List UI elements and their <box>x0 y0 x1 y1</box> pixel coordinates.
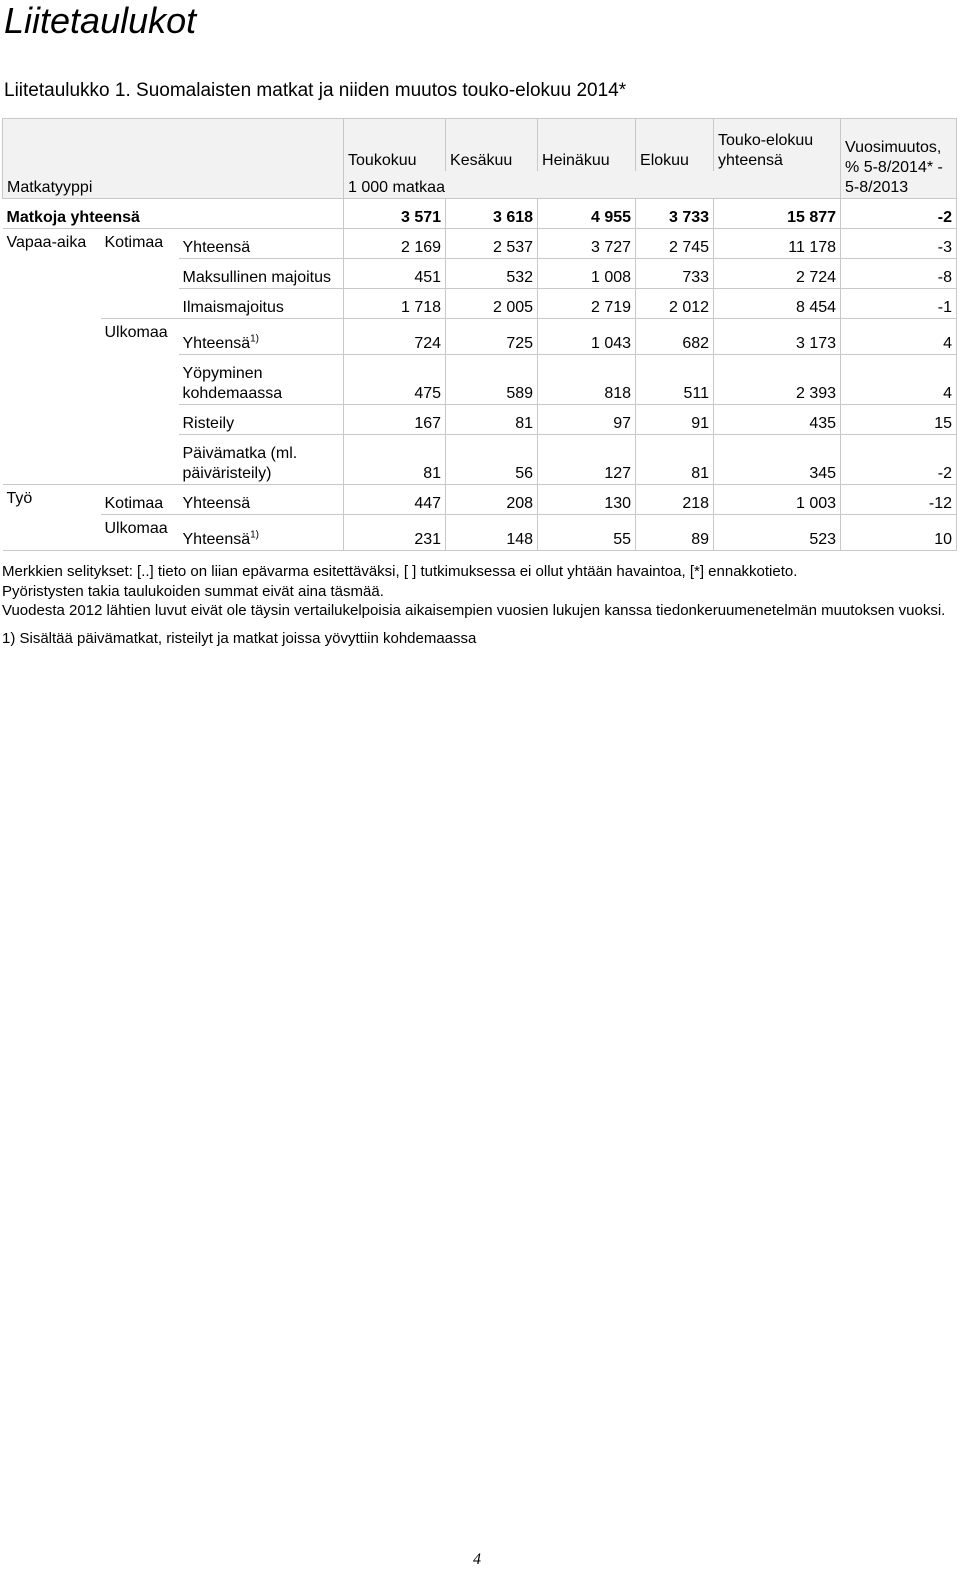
page-number: 4 <box>473 1551 481 1568</box>
row-label-line2: päiväristeily) <box>182 465 272 482</box>
table-cell: 3 173 <box>714 319 841 355</box>
header-row <box>3 119 957 171</box>
table-cell: 725 <box>446 319 538 355</box>
group-label-work: Työ <box>3 485 101 551</box>
table-cell: 523 <box>714 515 841 551</box>
subgroup-label-abroad: Ulkomaa <box>101 319 179 485</box>
table-cell: 1 718 <box>344 289 446 319</box>
row-label: Ilmaismajoitus <box>179 289 344 319</box>
header-month: Elokuu <box>636 119 714 171</box>
header-unit: 1 000 matkaa <box>344 171 841 199</box>
table-cell: -12 <box>841 485 957 515</box>
table-cell: 1 003 <box>714 485 841 515</box>
table-cell: -8 <box>841 259 957 289</box>
row-label-line2: kohdemaassa <box>182 385 283 402</box>
table-cell: 724 <box>344 319 446 355</box>
row-label: Yhteensä <box>179 229 344 259</box>
table-title: Liitetaulukko 1. Suomalaisten matkat ja niiden muutos touko-elokuu 2014* <box>4 80 627 101</box>
table-row <box>3 485 957 515</box>
table-cell: 81 <box>636 435 714 485</box>
table-cell: 218 <box>636 485 714 515</box>
table-cell: 55 <box>538 515 636 551</box>
subgroup-label-domestic: Kotimaa <box>101 229 179 319</box>
table-cell: 11 178 <box>714 229 841 259</box>
table-cell: 208 <box>446 485 538 515</box>
row-label <box>179 355 344 405</box>
note-rounding: Pyöristysten takia taulukoiden summat eivät aina täsmää. <box>2 582 384 600</box>
table-cell: 4 <box>841 319 957 355</box>
row-label-line1: Päivämatka (ml. <box>182 445 298 462</box>
table-cell: 589 <box>446 355 538 405</box>
table-cell: 345 <box>714 435 841 485</box>
note-legend: Merkkien selitykset: [..] tieto on liian epävarma esitettäväksi, [ ] tutkimuksessa ei ollut yhtään havaintoa, [*] ennakkotieto. <box>2 563 798 580</box>
group-label-leisure: Vapaa-aika <box>3 229 101 485</box>
row-label: Yhteensä <box>179 485 344 515</box>
note-comparability: Vuodesta 2012 lähtien luvut eivät ole täysin vertailukelpoisia aikaisempien vuosien lukujen kanssa tiedonkeruumenetelmän muutoksen vuoksi. <box>2 602 946 619</box>
footnote-mark: 1) <box>250 333 260 345</box>
header-change <box>841 119 957 199</box>
table-cell: 733 <box>636 259 714 289</box>
notes <box>2 562 958 648</box>
table-cell: 56 <box>446 435 538 485</box>
table-cell: 1 043 <box>538 319 636 355</box>
table-cell: 130 <box>538 485 636 515</box>
header-change-line3: 5-8/2013 <box>845 179 909 196</box>
table-cell: 89 <box>636 515 714 551</box>
table-cell: 2 005 <box>446 289 538 319</box>
table-cell: 451 <box>344 259 446 289</box>
table-cell: 475 <box>344 355 446 405</box>
table-cell: 2 012 <box>636 289 714 319</box>
row-label <box>179 319 344 355</box>
header-total-line1: Touko-elokuu <box>718 131 814 149</box>
table-row <box>3 515 957 551</box>
header-change-line2: % 5-8/2014* - <box>845 159 943 176</box>
table-cell: 435 <box>714 405 841 435</box>
table-cell: 10 <box>841 515 957 551</box>
row-label <box>179 435 344 485</box>
table-cell: 3 618 <box>446 199 538 229</box>
table-cell: 81 <box>446 405 538 435</box>
page-title: Liitetaulukot <box>4 0 197 41</box>
table-cell: 148 <box>446 515 538 551</box>
header-change-line1: Vuosimuutos, <box>845 139 942 156</box>
table-cell: 2 537 <box>446 229 538 259</box>
subgroup-label-domestic: Kotimaa <box>101 485 179 515</box>
row-label-text: Yhteensä <box>182 531 251 548</box>
footnote-mark: 1) <box>250 529 260 541</box>
table-cell: 2 393 <box>714 355 841 405</box>
table-cell: 682 <box>636 319 714 355</box>
table-cell: 3 727 <box>538 229 636 259</box>
table-row <box>3 229 957 259</box>
table-cell: 4 955 <box>538 199 636 229</box>
row-label-line1: Yöpyminen <box>182 365 263 382</box>
table-cell: 511 <box>636 355 714 405</box>
table-cell: 97 <box>538 405 636 435</box>
table-cell: -3 <box>841 229 957 259</box>
table-cell: 91 <box>636 405 714 435</box>
table-cell: 2 169 <box>344 229 446 259</box>
table-row <box>3 199 957 229</box>
table-cell: 81 <box>344 435 446 485</box>
header-total <box>714 119 841 171</box>
table-cell: 15 877 <box>714 199 841 229</box>
subgroup-label-abroad: Ulkomaa <box>101 515 179 551</box>
table-cell: 15 <box>841 405 957 435</box>
row-label: Risteily <box>179 405 344 435</box>
row-label-text: Yhteensä <box>182 335 251 352</box>
table-cell: -1 <box>841 289 957 319</box>
table-cell: 532 <box>446 259 538 289</box>
header-month: Heinäkuu <box>538 119 636 171</box>
header-month: Kesäkuu <box>446 119 538 171</box>
table-row <box>3 319 957 355</box>
row-label: Maksullinen majoitus <box>179 259 344 289</box>
table-cell: 2 724 <box>714 259 841 289</box>
header-total-line2: yhteensä <box>718 151 783 169</box>
header-type: Matkatyyppi <box>3 119 344 199</box>
row-label: Matkoja yhteensä <box>3 199 344 229</box>
table-cell: 2 745 <box>636 229 714 259</box>
table-cell: -2 <box>841 435 957 485</box>
table-cell: 447 <box>344 485 446 515</box>
table-cell: 818 <box>538 355 636 405</box>
table-cell: 3 733 <box>636 199 714 229</box>
row-label <box>179 515 344 551</box>
table-cell: 167 <box>344 405 446 435</box>
table-cell: 2 719 <box>538 289 636 319</box>
trips-table <box>2 118 957 551</box>
table-cell: 3 571 <box>344 199 446 229</box>
header-month: Toukokuu <box>344 119 446 171</box>
table-cell: 127 <box>538 435 636 485</box>
table-cell: 8 454 <box>714 289 841 319</box>
table-cell: 1 008 <box>538 259 636 289</box>
table-cell: -2 <box>841 199 957 229</box>
note-footnote: 1) Sisältää päivämatkat, risteilyt ja matkat joissa yövyttiin kohdemaassa <box>2 629 477 647</box>
table-cell: 231 <box>344 515 446 551</box>
table-cell: 4 <box>841 355 957 405</box>
